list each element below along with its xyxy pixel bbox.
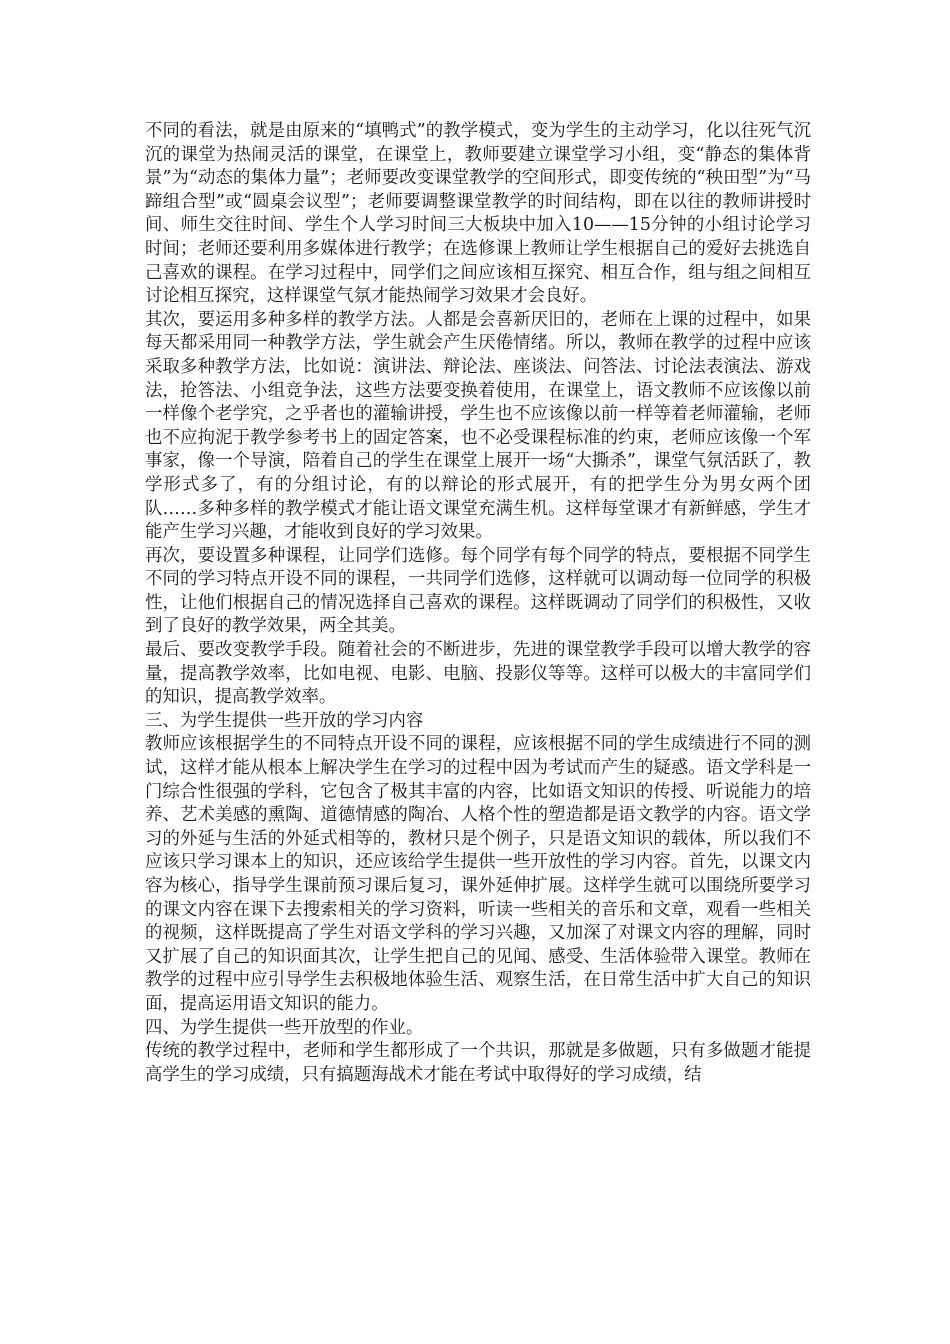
section-heading-3: 三、为学生提供一些开放的学习内容 xyxy=(145,710,424,731)
document-page xyxy=(145,120,811,1087)
paragraph-teaching-methods: 其次，要运用多种多样的教学方法。人都是会喜新厌旧的，老师在上课的过程中，如果每天都采用同一种教学方法，学生就会产生厌倦情绪。所以，教师在教学的过程中应该采取多种教学方法，比如说：演讲法、辩论法、座谈法、问答法、讨论法表演法、游戏法，抢答法、小组竞争法，这些方法要变换着使用，在课堂上，语文教师不应该像以前一样像个老学究，之乎者也的灌输讲授，学生也不应该像以前一样等着老师灌输，老师也不应拘泥于教学参考书上的固定答案，也不必受课程标准的约束，老师应该像一个军事家，像一个导演，陪着自己的学生在课堂上展开一场“大撕杀”，课堂气氛活跃了，教学形式多了，有的分组讨论，有的以辩论的形式展开，有的把学生分为男女两个团队……多种多样的教学模式才能让语文课堂充满生机。这样每堂课才有新鲜感，学生才能产生学习兴趣，才能收到良好的学习效果。 xyxy=(145,309,811,543)
section-heading-4: 四、为学生提供一些开放型的作业。 xyxy=(145,1017,424,1038)
paragraph-open-content: 教师应该根据学生的不同特点开设不同的课程，应该根据不同的学生成绩进行不同的测试，这样才能从根本上解决学生在学习的过程中因为考试而产生的疑惑。语文学科是一门综合性很强的学科，它包含了极其丰富的内容，比如语文知识的传授、听说能力的培养、艺术美感的熏陶、道德情感的陶冶、人格个性的塑造都是语文教学的内容。语文学习的外延与生活的外延式相等的，教材只是个例子，只是语文知识的载体，所以我们不应该只学习课本上的知识，还应该给学生提供一些开放性的学习内容。首先，以课文内容为核心，指导学生课前预习课后复习，课外延伸扩展。这样学生就可以围绕所要学习的课文内容在课下去搜索相关的学习资料，听读一些相关的音乐和文章，观看一些相关的视频，这样既提高了学生对语文学科的学习兴趣，又加深了对课文内容的理解，同时又扩展了自己的知识面其次，让学生把自己的见闻、感受、生活体验带入课堂。教师在教学的过程中应引导学生去积极地体验生活、观察生活，在日常生活中扩大自己的知识面，提高运用语文知识的能力。 xyxy=(145,734,811,1014)
paragraph-traditional-homework: 传统的教学过程中，老师和学生都形成了一个共识，那就是多做题，只有多做题才能提高学生的学习成绩，只有搞题海战术才能在考试中取得好的学习成绩，结 xyxy=(145,1041,811,1085)
paragraph-classroom-model: 不同的看法，就是由原来的“填鸭式”的教学模式，变为学生的主动学习，化以往死气沉沉的课堂为热闹灵活的课堂，在课堂上，教师要建立课堂学习小组，变“静态的集体背景”为“动态的集体力量”；老师要改变课堂教学的空间形式，即变传统的“秧田型”为“马蹄组合型”或“圆桌会议型”；老师要调整课堂教学的时间结构，即在以往的教师讲授时间、师生交往时间、学生个人学习时间三大板块中加入10——15分钟的小组讨论学习时间；老师还要利用多媒体进行教学；在选修课上教师让学生根据自己的爱好去挑选自己喜欢的课程。在学习过程中，同学们之间应该相互探究、相互合作，组与组之间相互讨论相互探究，这样课堂气氛才能热闹学习效果才会良好。 xyxy=(145,121,811,307)
paragraph-teaching-means: 最后、要改变教学手段。随着社会的不断进步，先进的课堂教学手段可以增大教学的容量，提高教学效率，比如电视、电影、电脑、投影仪等等。这样可以极大的丰富同学们的知识，提高教学效率。 xyxy=(145,640,811,708)
paragraph-elective-courses: 再次，要设置多种课程，让同学们选修。每个同学有每个同学的特点，要根据不同学生不同的学习特点开设不同的课程，一共同学们选修，这样就可以调动每一位同学的积极性，让他们根据自己的情况选择自己喜欢的课程。这样既调动了同学们的积极性，又收到了良好的教学效果，两全其美。 xyxy=(145,545,811,637)
